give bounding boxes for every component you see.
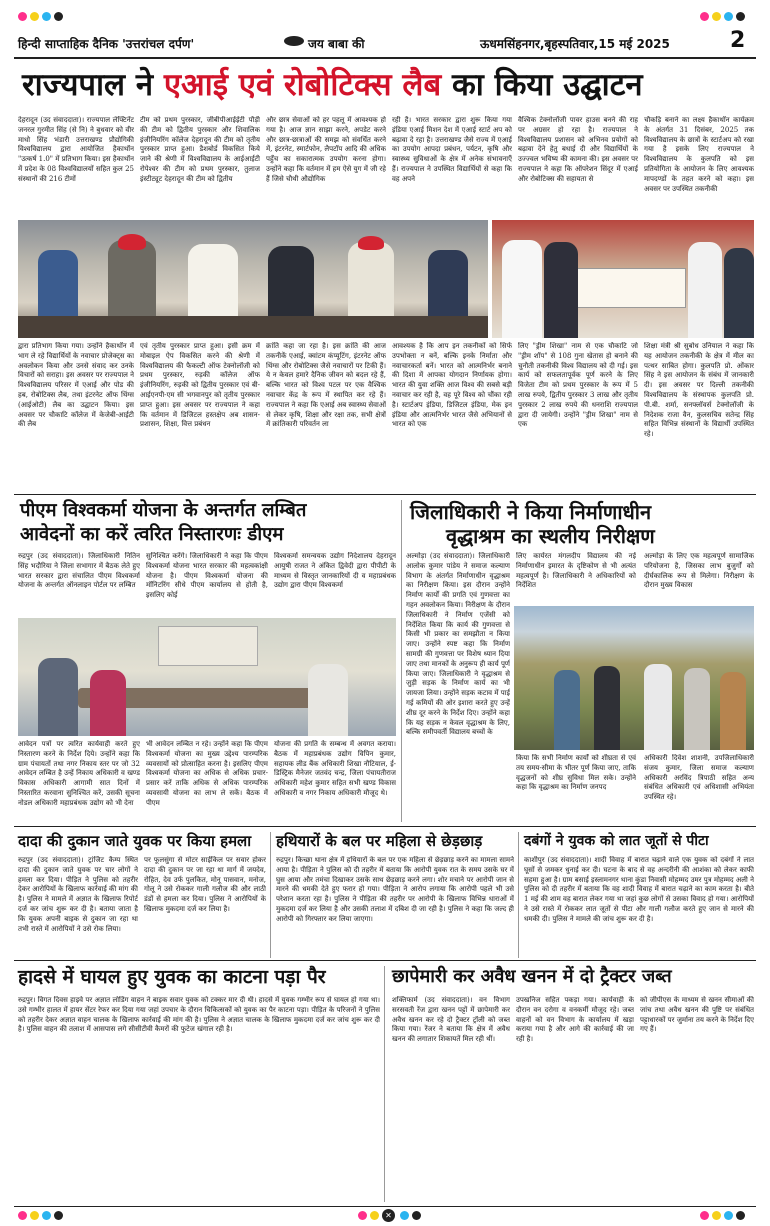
lead-lower-col-1: द्वारा प्रतिभाग किया गया। उन्होंने हैकाथॉन में भाग ले रहे विद्यार्थियों के नवाचार प्रोजेक्ट्स का अवलोकन किया और उनसे संवाद कर उनके विचारों को सराहा। इस अवसर पर राज्यपाल ने विश्वविद्यालय परिसर में एआई और पोड की हब, रोबोटिक्स लैब, तथा इंटरनेट ऑफ थिंग्स (आईओटी) लैब का उद्घाटन किया। इस अवसर पर चौकाटि कॉलेज में केजेबी-आईटी की लैब [18,342,134,429]
photo-screen [158,626,258,666]
story8-col-2: उपखनिज सहित पकड़ा गया। कार्यवाही के दौरान वन दरोगा व वनकर्मी मौजूद रहे। जब्त वाहनों को वन विभाग के कार्यालय में खड़ा कराया गया है और आगे की कार्रवाई की जा रही है। [516,996,634,1044]
photo-figure [684,668,710,750]
column-divider [384,966,385,1202]
photo-figure [38,658,78,736]
lead-photo-inauguration [18,220,488,338]
dot [358,1211,367,1220]
footer-rule [14,1206,756,1207]
lead-col-6: चौकड़ि बनाने का लक्ष्य हैकाथॉन कार्यक्रम के अंतर्गत 31 दिसंबर, 2025 तक विश्वविद्यालय के छात्रों के स्टार्टअप को रखा गया है इसके लिए राज्यपाल ने विश्वविद्यालय के कुलपति को इस प्रतियोगिता के आयोजन के लिए आवश्यक मापदण्डों के तहत करने को कहा। इस अवसर पर उपस्थित तकनीकी [644,116,754,193]
story3-photo-site [514,606,754,750]
dot [700,1211,709,1220]
photo-turban [358,236,384,250]
lead-photo-cheque [492,220,754,338]
footer-dots-left [18,1211,63,1220]
footer-dots-center-right [400,1211,421,1220]
story3-col-3: अल्मोड़ा के लिए एक महत्वपूर्ण सामाजिक परियोजना है, जिसका लाभ बुजुर्गों को दीर्घकालिक रूप से मिलेगा। निरीक्षण के दौरान मुख्य विकास [644,552,754,590]
story6-headline: दबंगों ने युवक को लात जूतों से पीटा [524,833,709,849]
paper-name: हिन्दी साप्ताहिक दैनिक 'उत्तरांचल दर्पण' [18,37,195,51]
place-date: ऊधमसिंहनगर,बृहस्पतिवार,15 मई 2025 [480,37,670,51]
lead-headline [22,67,643,103]
lead-col-2: टीम को प्रथम पुरस्कार, जीबीपीआईईटी पौड़ी की टीम को द्वितीय पुरस्कार और शिवालिक इंजीनियरिंग कॉलेज देहरादून की टीम को तृतीय पुरस्कार प्राप्त हुआ। डैशबोर्ड विकसित किये जाने की श्रेणी में विश्वविद्यालय के आईआईटी रोपेश्वर की टीम को प्रथम पुरस्कार, तुलाज इंस्टीट्यूट देहरादून की टीम को द्वितीय [140,116,260,183]
story8-col-1: शक्तिफार्म (उद संवाददाता)। वन विभाग सरसवती रेंज द्वारा खनन पट्टों में छापेमारी कर अवैध खनन कर रहे दो ट्रैक्टर ट्रॉली को जब्त किया गया। रेंजर ने बताया कि क्षेत्र में अवैध खनन की लगातार शिकायतें मिल रही थीं। [392,996,510,1044]
dot [736,12,745,21]
photo-cheque [576,268,686,308]
dot [30,12,39,21]
story2-lower-col-2: भी आवेदन लम्बित न रहे। उन्होंने कहा कि पीएम विश्वकर्मा योजना का मुख्य उद्देश्य पारम्परिक व्यवसायों को प्रोत्साहित करना है। इसलिए पीएम विश्वकर्मा योजना का अधिक से अधिक प्रचार-प्रसार करें ताकि अधिक से अधिक पारम्परिक व्यवसायी योजना का लाभ ले सकें। बैठक में पीएम [146,740,268,807]
dot [400,1211,409,1220]
story5-body: रुद्रपुर। किच्छा थाना क्षेत्र में हथियारों के बल पर एक महिला से छेड़छाड़ करने का मामला सामने आया है। पीड़िता ने पुलिस को दी तहरीर में बताया कि आरोपी युवक रात के समय उसके घर में घुस आया और तमंचा दिखाकर उसके साथ छेड़छाड़ करने लगा। शोर मचाने पर आरोपी जान से मारने की धमकी देते हुए फरार हो गया। पीड़िता ने आरोप लगाया कि आरोपी पहले भी उसे परेशान करता रहा है। पुलिस ने पीड़िता की तहरीर पर आरोपी के खिलाफ विभिन्न धाराओं में मुकदमा दर्ज कर लिया है और उसकी तलाश में दबिश दी जा रही है। पुलिस ने कहा कि जल्द ही आरोपी को गिरफ्तार कर लिया जाएगा। [276,856,514,923]
photo-table [18,316,488,338]
dot [18,12,27,21]
footer-dots-center [358,1211,379,1220]
dot [700,12,709,21]
lead-col-4: रही है। भारत सरकार द्वारा शुरू किया गया इंडिया एआई मिशन देश में एआई स्टार्ट अप को बढ़ावा दे रहा है। उत्तराखण्ड जैसे राज्य में एआई का उपयोग आपदा प्रबंधन, पर्यटन, कृषि और स्वास्थ्य सुविधाओं के क्षेत्र में अनेक संभावनाएँ हैं। राज्यपाल ने उपस्थित विद्यार्थियों से कहा कि वह अपने [392,116,512,183]
photo-turban [118,234,146,250]
section-rule [14,960,756,961]
page-number: 2 [730,28,746,53]
photo-figure [594,666,620,750]
lead-lower-col-5: लिए "ड्रीम शिखा" नाम से एक चौकाटि जो "ड्रीम शॉप" से 108 गुना खेतास हो बनाने की चुनौती तकनीकी विश्व विद्यालय को दी गई। इस कार्य को सफलतापूर्वक पूर्ण करने के लिए विजेता टीम को प्रथम पुरस्कार के रूप में 5 लाख रुपये, द्वितीय पुरस्कार 3 लाख और तृतीय पुरस्कार 2 लाख रुपये की धनराशि राज्यपाल द्वारा दी जायेगी। उन्होंने "ड्रीम शिखा" नाम से एक [518,342,638,429]
story8-headline: छापेमारी कर अवैध खनन में दो ट्रैक्टर जब्त [392,966,672,987]
lead-col-5: वैश्विक टेक्नोलॉजी पावर हाउस बनने की राह पर अग्रसर हो रहा है। राज्यपाल ने विश्वविद्यालय प्रशासन को अभिनव प्रयोगों को बढ़ावा देने हेतु बधाई दी और विद्यार्थियों के उज्ज्वल भविष्य की कामना की। इस अवसर पर राज्यपाल ने कहा कि ऑपरेशन सिंदूर में एआई और रोबोटिक्स की सहायता से [518,116,638,183]
story4-col-2: पर फूलसुंगा से मोटर साईकिल पर सवार होकर दादा की दुकान पर जा रहा था मार्ग में जयदेव, रोहित, देव उर्फ पुलकित, मोनू पासवान, मनोज, गोलू ने उसे रोककर गाली गलौज की और लाठी डंडों से हमला कर दिया। पुलिस ने आरोपियों के खिलाफ मुकदमा दर्ज कर लिया है। [144,856,266,913]
photo-figure [720,672,746,750]
story3-lower-col-2: किया कि सभी निर्माण कार्यों को शीघ्रता से एवं तय समय-सीमा के भीतर पूर्ण किया जाए, ताकि वृद्धजनों को शीघ्र सुविधा मिल सके। उन्होंने कहा कि वृद्धाश्रम का निर्माण जनपद [516,754,636,792]
column-divider [518,832,519,958]
dot [712,12,721,21]
lead-lower-col-2: एवं तृतीय पुरस्कार प्राप्त हुआ। इसी क्रम में मोबाइल ऐप विकसित करने की श्रेणी में विश्वविद्यालय की फैकल्टी ऑफ टेक्नोलॉजी को प्रथम पुरस्कार, रुड़की कॉलेज ऑफ इंजीनियरिंग, रुड़की को द्वितीय पुरस्कार एवं बी-आईएनपी-एम सी भगवानपुर को तृतीय पुरस्कार प्राप्त हुआ। इस अवसर पर राज्यपाल ने कहा कि वर्तमान में डिजिटल हस्तक्षेप अब शासन- प्रशासन, शिक्षा, वित्त प्रबंधन [140,342,260,429]
column-divider [401,500,402,822]
story8-col-3: को जीपीएस के माध्यम से खनन सीमाओं की जांच तथा अवैध खनन की पुष्टि पर संबंधित पट्टाधारकों पर जुर्माना तय करने के निर्देश दिए गए हैं। [640,996,754,1034]
photo-figure [544,242,578,338]
dot [736,1211,745,1220]
lead-headline-part2: एआई एवं रोबोटिक्स लैब [163,67,442,103]
lead-lower-col-4: आवश्यक है कि आप इन तकनीकों को सिर्फ उपभोक्ता न बनें, बल्कि इनके निर्माता और नवाचारकर्ता बनें। भारत को आत्मनिर्भर बनाने की दिशा में आपका योगदान निर्णायक होगा। भारत की युवा शक्ति आज विश्व की सबसे बड़ी नवाचार कर रही है, वह पूरे विश्व को चौंका रही है। स्टार्टअप इंडिया, डिजिटल इंडिया, मेक इन इंडिया और आत्मनिर्भर भारत जैसे अभियानों से भारत को एक [392,342,512,429]
story2-col-2: सुनिश्चित करेंगे। जिलाधिकारी ने कहा कि पीएम विश्वकर्मा योजना भारत सरकार की महत्वकांक्षी योजना है। पीएम विश्वकर्मा योजना की मॉनिटरिंग सीधे पीएम कार्यालय से होती है, इसलिए कोई [146,552,268,600]
lead-lower-col-3: क्रांति कहा जा रहा है। इस क्रांति की आज तकनीकें एआई, क्वांटम कंप्यूटिंग, इंटरनेट ऑफ थिंग्स और रोबोटिक्स जैसे नवाचारों पर टिकी हैं। ये न केवल हमारे दैनिक जीवन को बदल रहे हैं, बल्कि भारत को विश्व पटल पर एक वैश्विक नवाचार केंद्र के रूप में स्थापित कर रहे हैं। राज्यपाल ने कहा कि एआई अब स्वास्थ्य सेवाओं से लेकर कृषि, शिक्षा और रक्षा तक, सभी क्षेत्रों में क्रांतिकारी परिवर्तन ला [266,342,386,429]
masthead-rule [14,57,756,59]
lead-headline-part3: का किया उद्घाटन [451,67,643,103]
lead-headline-part1: राज्यपाल ने [22,67,154,103]
story3-col-2: लिए कार्यरत मंगलदीप विद्यालय की नई निर्माणाधीन इमारत के दृष्टिकोण से भी अत्यंत महत्वपूर्ण है। जिलाधिकारी ने अधिकारियों को निर्देशित [516,552,636,590]
story2-col-3: विश्वकर्मा समन्वयक उद्योग निदेशालय देहरादून आयुषी राजत ने अंकित द्विवेदी द्वारा पीपीटी के माध्यम से विस्तृत जानकारियों दी व महाप्रबंधक उद्योग द्वारा पीएम विश्वकर्मा [274,552,396,590]
dot [54,1211,63,1220]
story4-headline: दादा की दुकान जाते युवक पर किया हमला [18,832,252,850]
color-dots-left [18,12,63,21]
footer-dots-right [700,1211,745,1220]
photo-figure [502,240,542,338]
story3-headline-line2: वृद्धाश्रम का स्थलीय निरीक्षण [446,524,655,548]
dot [724,1211,733,1220]
story6-body: काशीपुर (उद संवाददाता)। शादी विवाह में बारात चढ़ाने वाले एक युवक को दबंगों ने लात घूसों से जमकर धुनाई कर दी। घटना के बाद से वह अन्दरीनी की आशंका को लेकर काफी सहमा हुआ है। ग्राम बसाई इस्लामनगर थाना कुंडा निवासी मोहम्मद उमर पुत्र मोहम्मद अली ने पुलिस को दी तहरीर में बताया कि वह शादी विवाह में बारात चढ़ाने का काम करता है। बीते 1 मई की शाम वह बारात लेकर गया था जहां कुछ लोगों से उसका विवाद हो गया। आरोपियों ने उसे रास्ते में रोककर लात जूतों से पीटा और गाली गलौज करते हुए जान से मारने की धमकी दी। पुलिस ने मामले की जांच शुरू कर दी है। [524,856,754,923]
story5-headline: हथियारों के बल पर महिला से छेड़छाड़ [276,832,483,850]
story2-lower-col-1: आवेदन पत्रों पर त्वरित कार्यवाही करते हुए निस्तारण करने के निर्देश दिये। उन्होंने कहा कि ग्राम पंचायतों तथा नगर निकाय स्तर पर जो 32 आवेदन लम्बित है उन्हें निकाय अधिकारी व खण्ड विकास अधिकारी आगामी सात दिनों में निस्तारित करवाना सुनिश्चित करें, उसकी सूचना नोडल अधिकारी महाप्रबंधक उद्योग को भी देना [18,740,140,807]
story2-headline-line1: पीएम विश्वकर्मा योजना के अन्तर्गत लम्बित [20,500,307,521]
photo-figure [724,248,754,338]
dot [724,12,733,21]
photo-figure [554,670,580,750]
masthead-center-text: जय बाबा की [308,37,365,51]
dot [370,1211,379,1220]
section-rule [14,826,756,827]
dot [18,1211,27,1220]
dot [712,1211,721,1220]
story2-photo-meeting [18,618,396,736]
story7-body: रुद्रपुर। विगत दिवस हाइवे पर अज्ञात लोडिंग वाहन ने बाइक सवार युवक को टक्कर मार दी थी। हादसे में युवक गम्भीर रूप से घायल हो गया था। उसे गम्भीर हालत में हायर सेंटर रेफर कर दिया गया जहां उपचार के दौरान चिकित्सकों को युवक का पैर काटना पड़ा। पीड़ित के परिजनों ने पुलिस को तहरीर देकर अज्ञात वाहन चालक के खिलाफ कार्रवाई की मांग की है। पुलिस ने अज्ञात चालक के खिलाफ मुकदमा दर्ज कर जांच शुरू कर दी है। पुलिस वाहन की तलाश में आसपास लगे सीसीटीवी कैमरों की फुटेज खंगाल रही है। [18,996,380,1034]
story3-lower-col-3: अधिकारी दिवेश शाशनी, उपजिलाधिकारी संजय कुमार, जिला समाज कल्याण अधिकारी अरविंद त्रिपाठी सहित अन्य संबंधित अधिकारी एवं अधिशासी अभियंता उपस्थित रहे। [644,754,754,802]
dot [30,1211,39,1220]
dot [54,12,63,21]
story4-col-1: रुद्रपुर (उद संवाददाता)। ट्रांजिट कैम्प स्थित दादा की दुकान जाते युवक पर चार लोगों ने हमला कर दिया। पीड़ित ने पुलिस को तहरीर देकर आरोपियों के खिलाफ कार्रवाई की मांग की है। पुलिस ने मामले में अज्ञात के खिलाफ रिपोर्ट दर्ज कर जांच शुरू कर दी है। बताया जाता है कि युवक अपनी बाइक से दुकान जा रहा था तभी रास्ते में आरोपियों ने उसे रोक लिया। [18,856,138,933]
story7-headline: हादसे में घायल हुए युवक का काटना पड़ा पैर [18,966,326,988]
photo-figure [644,664,672,750]
dot [412,1211,421,1220]
story2-headline-line2: आवेदनों का करें त्वरित निस्तारणः डीएम [20,524,284,545]
dot [42,12,51,21]
lead-col-3: और छात्र सेवाओं को हर पहलू में आवश्यक हो गया है। आज ज्ञान साझा करने, अपडेट करने और छात्र-छात्राओं की समझ को संवर्धित करने में, इंटरनेट, स्मार्टफोन, लैपटॉप आदि की अधिक पहुँच का सकारात्मक उपयोग करना होगा। उन्होंने कहा कि वर्तमान में हम ऐसे युग में जी रहे हैं जिसे चौथी औद्योगिक [266,116,386,183]
registration-mark-icon: ✕ [382,1209,395,1222]
color-dots-right [700,12,745,21]
story2-lower-col-3: योजना की प्रगति के सम्बन्ध में अवगत कराया। बैठक में महाप्रबंधक उद्योग विपिन कुमार, सहायक लीड बैंक अधिकारी शिखा नौटियाल, ई-डिस्ट्रिक मैनेजर जतवंद चन्द्र, जिला पंचायतीराज अधिकारी महेश कुमार सहित सभी खण्ड विकास अधिकारी व नगर निकाय अधिकारी मौजूद थे। [274,740,396,797]
photo-figure [308,664,348,736]
section-rule [14,494,756,495]
lead-lower-col-6: शिक्षा मंत्री श्री सुबोध उनियाल ने कहा कि यह आयोजन तकनीकी के क्षेत्र में मील का पत्थर साबित होगा। कुलपति प्रो. ओंकार सिंह ने इस आयोजन के संबंध में जानकारी दी। इस अवसर पर दिल्ली तकनीकी विश्वविद्यालय के संस्थापक कुलपति प्रो. पी.बी. शर्मा, सनफ्लॉवर्स टेक्नोलॉजी के निदेशक राजा वैन, कुलसचिव सतेन्द्र सिंह सहित विभिन्न संस्थानों के विद्यार्थी उपस्थित रहे। [644,342,754,439]
story2-col-1: रुद्रपुर (उद संवाददाता)। जिलाधिकारी नितिन सिंह भदौरिया ने जिला सभागार में बैठक लेते हुए भारत सरकार द्वारा संचालित पीएम विश्वकर्मा योजना के अन्तर्गत ऑनलाइन पोर्टल पर लम्बित [18,552,140,590]
lead-col-1: देहरादून (उद संवाददाता)। राज्यपाल लेफ्टिनेंट जनरल गुरमीत सिंह (से नि) ने बुधवार को वीर माधो सिंह भंडारी उत्तराखण्ड प्रौद्योगिकी विश्वविद्यालय द्वारा आयोजित हैकाथॉन "उत्कर्ष 1.0" में प्रतिभाग किया। इस हैकाथॉन में प्रदेश के 08 विश्वविद्यालयों सहित कुल 25 संस्थानों की 216 टीमों [18,116,134,183]
dot [42,1211,51,1220]
story3-col-1: अल्मोड़ा (उद संवाददाता)। जिलाधिकारी आलोक कुमार पांडेय ने समाज कल्याण विभाग के अंतर्गत निर्माणाधीन वृद्धाश्रम का निरीक्षण किया। इस दौरान उन्होंने निर्माण कार्यों की प्रगति एवं गुणवत्ता का गहन अवलोकन किया। निरीक्षण के दौरान जिलाधिकारी ने निर्माण एजेंसी को निर्देशित किया कि कार्य की गुणवत्ता से किसी भी प्रकार का समझौता न किया जाए। उन्होंने स्पष्ट कहा कि निर्माण सामग्री की गुणवत्ता पर विशेष ध्यान दिया जाए तथा मानकों के अनुरूप ही कार्य पूर्ण किया जाए। जिलाधिकारी ने वृद्धाश्रम से जुड़ी सड़क के निर्माण कार्य का भी जायजा लिया। उन्होंने सड़क कटाव में पाई गई कमियों की ओर इशारा करते हुए उन्हें शीघ्र दूर करने के निर्देश दिए। उन्होंने कहा कि यह सड़क न केवल वृद्धाश्रम के लिए, बल्कि समीपवर्ती विद्यालय बच्चों के [406,552,510,737]
photo-figure [90,670,126,736]
photo-figure [688,242,722,338]
masthead-emblem-icon [284,36,304,46]
column-divider [270,832,271,958]
story3-headline-line1: जिलाधिकारी ने किया निर्माणाधीन [410,500,652,524]
